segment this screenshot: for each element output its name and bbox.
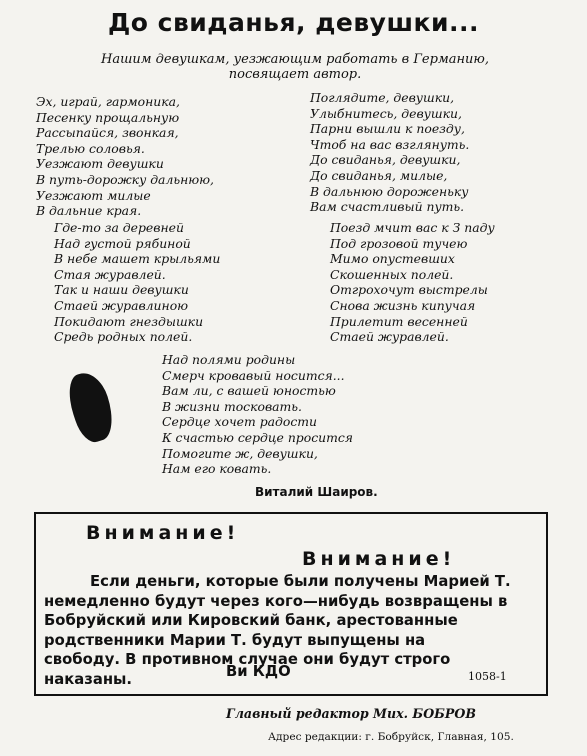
poem-line: Вам счастливый путь. xyxy=(310,199,465,215)
poem-line: Эх, играй, гармоника, xyxy=(36,94,180,109)
poem-line: Смерч кровавый носится... xyxy=(162,367,345,383)
notice-line: Бобруйский или Кировский банк, арестованные xyxy=(44,612,458,629)
notice-body xyxy=(44,572,540,689)
notice-line: свободу. В противном случае они будут строго xyxy=(44,651,451,668)
poem-line: Прилетит весенней xyxy=(330,313,468,329)
poem-line: Стая журавлей. xyxy=(54,266,166,282)
poem-line: Песенку прощальную xyxy=(36,109,180,125)
poem-line: В жизни тосковать. xyxy=(162,398,302,414)
poem-title: До свиданья, девушки... xyxy=(108,8,479,37)
poem-stanza-4 xyxy=(330,220,495,345)
poem-line: Под грозовой тучею xyxy=(330,235,468,251)
poem-line: Уезжают девушки xyxy=(36,156,164,172)
ad-number: 1058-1 xyxy=(468,670,507,683)
poem-line: В небе машет крыльями xyxy=(54,251,221,267)
poem-line: Улыбнитесь, девушки, xyxy=(310,105,462,121)
dedication xyxy=(60,52,530,82)
poem-line: Где-то за деревней xyxy=(54,220,184,235)
poem-stanza-3 xyxy=(54,220,220,345)
notice-line: родственники Марии Т. будут выпущены на xyxy=(44,631,426,649)
notice-heading-2: Внимание! xyxy=(302,548,456,570)
poem-line: Сердце хочет радости xyxy=(162,414,317,430)
poem-line: В дальние края. xyxy=(36,203,142,219)
poem-line: Над полями родины xyxy=(162,352,296,367)
poem-line: Стаей журавлей. xyxy=(330,329,449,345)
poem-line: До свиданья, девушки, xyxy=(310,152,461,168)
poem-line: Отгрохочут выстрелы xyxy=(330,282,488,298)
notice-line: наказаны. xyxy=(44,670,133,688)
dedication-line: Нашим девушкам, уезжающим работать в Германию, xyxy=(100,52,489,67)
poem-line: До свиданья, милые, xyxy=(310,167,448,183)
notice-heading-1: Внимание! xyxy=(86,522,240,544)
editor-credit: Главный редактор Мих. БОБРОВ xyxy=(226,706,477,721)
poem-line: К счастью сердце просится xyxy=(162,429,354,445)
poem-line: Стаей журавлиною xyxy=(54,297,189,313)
notice-signature: Ви КДО xyxy=(226,663,291,680)
poem-stanza-1 xyxy=(36,94,214,219)
ink-blot xyxy=(62,368,120,446)
poem-line: Покидают гнездышки xyxy=(54,313,204,329)
poem-line: Так и наши девушки xyxy=(54,282,189,298)
poem-line: Нам его ковать. xyxy=(162,461,272,477)
poem-line: Мимо опустевших xyxy=(330,251,455,267)
notice-box xyxy=(34,512,548,696)
poem-author: Виталий Шаиров. xyxy=(255,485,378,499)
poem-line: Скошенных полей. xyxy=(330,266,454,282)
notice-line: немедленно будут через кого—нибудь возвращены в xyxy=(44,592,508,610)
poem-line: Вам ли, с вашей юностью xyxy=(162,383,336,399)
poem-line: Парни вышли к поезду, xyxy=(310,121,465,137)
notice-line: Если деньги, которые были получены Марией Т. xyxy=(90,573,511,590)
poem-stanza-2 xyxy=(310,90,469,215)
poem-line: Снова жизнь кипучая xyxy=(330,297,476,313)
poem-line: В дальнюю дороженьку xyxy=(310,183,469,199)
editorial-address: Адрес редакции: г. Бобруйск, Главная, 105. xyxy=(268,731,514,743)
poem-stanza-5 xyxy=(162,352,353,477)
poem-line: Рассыпайся, звонкая, xyxy=(36,125,179,141)
poem-line: В путь-дорожку дальнюю, xyxy=(36,171,215,187)
poem-line: Средь родных полей. xyxy=(54,329,193,345)
poem-line: Чтоб на вас взглянуть. xyxy=(310,136,470,152)
poem-line: Поглядите, девушки, xyxy=(310,90,455,105)
poem-line: Над густой рябиной xyxy=(54,235,191,251)
dedication-line: посвящает автор. xyxy=(228,67,362,82)
poem-line: Трелью соловья. xyxy=(36,140,145,156)
poem-line: Уезжают милые xyxy=(36,187,151,203)
poem-line: Помогите ж, девушки, xyxy=(162,445,318,461)
poem-line: Поезд мчит вас к З паду xyxy=(330,220,495,235)
